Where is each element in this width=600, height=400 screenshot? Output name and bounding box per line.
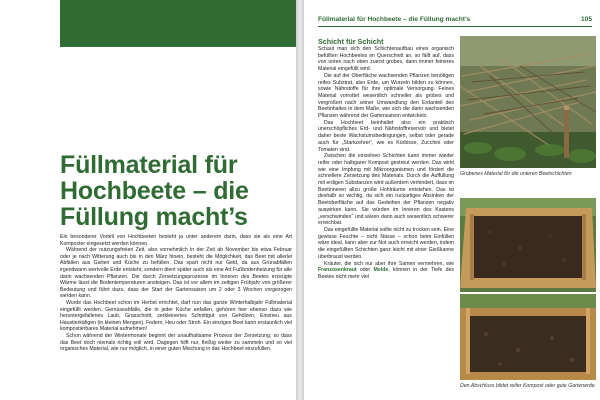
right-paragraph-4: Zwischen die einzelnen Schichten kann immer wieder reifer oder halbgarer Kompost gestreut werden. Das wirkt wie eine Impfung mit Mikroorganismen und fördert die schnellere Zersetzung des Materials. Durch die Auffüllung mit erdigen Substanzen wird außerdem verhindert, dass im Beetinneren allzu große Hohlräume entstehen. Das ist deshalb so wichtig, da sich ein ruckartiges Absinken der Beetoberfläche auf das Gedeihen der Pflanzen negativ auswirken kann. Sie würden im Inneren des Kastens „verschwinden“ und wären dann auch wesentlich schwerer erreichbar.: [318, 153, 454, 227]
chapter-title-line-2: Hochbeete – die: [60, 177, 249, 205]
chapter-title-line-1: Füllmaterial für: [60, 151, 238, 179]
book-gutter: [296, 0, 304, 400]
caption-coarse-material: Grobenes Material für die unteren Beetschichten: [460, 171, 572, 177]
left-paragraph-2: Während der nutzungsfreien Zeit, also vornehmlich in der Zeit ab November bis etwa Februar oder je nach Witterung auch bis in den März hinein, besteht die Möglichkeit, das Beet mit allerlei Abfällen aus Garten und Küche zu befüllen. Das spart nicht nur Geld, da aus Grünabfällen irgendwann wertvolle Erde entsteht, sondern dient später auch als eine Art Fußbodenheizung für alle darin wachsenden Pflanzen. Die durch Zersetzungsprozesse im Inneren des Beetes erzeugte Wärme lässt die Bodentemperaturen ansteigen. Das ist vor allem im zeitigen Frühjahr von größerer Bedeutung und führt dazu, dass der Start der Gartensaison um 2 oder 3 Wochen vorgezogen werden kann.: [60, 247, 292, 300]
paragraph-6-middle: oder: [356, 267, 374, 274]
left-paragraph-4: Schon während der Wintermonate beginnt der unaufhaltsame Prozess der Zersetzung, so dass das Beet doch niemals richtig voll wird. Dagegen hilft nur, fleißig weiter zu sammeln und so viel organisches Material, wie nur möglich, in einer guten Mischung in das Hochbeet einzufüllen.: [60, 332, 292, 353]
left-paragraph-3: Wurde das Hochbeet schon im Herbst errichtet, darf nun das ganze Winterhalbjahr Füllmaterial eingefüllt werden. Gemüseabfälle, die in jeder Küche anfallen, gehören hier ebenso dazu wie heruntergefallenes Laub, Grasschnitt, zerkleinertes Schnittgut von Gehölzen, Einstreu aus Haustierkäfigen (in kleinen Mengen), Federn, Heu oder Stroh. Ein einziges Beet kann erstaunlich viel kompostierbares Material aufnehmen!: [60, 299, 292, 333]
page-number: 105: [580, 16, 592, 23]
right-paragraph-1: Schaut man sich den Schichtenaufbau eines organisch befüllten Hochbeetes im Querschnitt an, so fällt auf, dass von unten nach oben zuerst grobes, dann immer feineres Material eingefüllt wird.: [318, 46, 454, 73]
header-rule: [318, 26, 592, 27]
right-paragraph-3: Das Hochbeet beinhaltet also ein praktisch unerschöpfliches Erd- und Nährstoffreservoir und bietet daher beste Wachstumsbedingungen, selbst oder gerade auch für „Starkzehrer“, wie es Kürbisse, Zucchini oder Tomaten sind.: [318, 119, 454, 153]
right-paragraph-6: [318, 261, 454, 281]
photo-coarse-material: [460, 36, 596, 168]
paragraph-6-start: Kräuter, die sich nur aber ihre Samen vermehren, wie: [324, 260, 454, 267]
photo-raised-bed-soil: [460, 198, 596, 292]
photo-compost-finish: [460, 294, 596, 380]
right-paragraph-5: Das eingefüllte Material sollte nicht zu trocken sein. Eine gewisse Feuchte – nicht Nässe – schon beim Einfüllen wäre ideal, kann aber zur Not auch erreicht werden, indem die eingefüllten Schichten ganz leicht mit einer Gießkanne überbraust werden.: [318, 226, 454, 260]
right-page: [304, 0, 600, 400]
section-heading: Schicht für Schicht: [318, 37, 384, 46]
green-color-band: [60, 0, 296, 47]
caption-compost-finish: Den Abschluss bildet reifer Kompost oder gute Gartenerde.: [460, 383, 596, 389]
left-page: [0, 0, 296, 400]
chapter-title: [60, 152, 296, 230]
left-body-text: [60, 234, 292, 396]
right-body-text: [318, 46, 454, 396]
running-title: Füllmaterial für Hochbeete – die Füllung macht’s: [318, 16, 471, 23]
plant-name-melde: Melde: [373, 267, 389, 274]
left-paragraph-1: Ein besonderer Vorteil von Hochbeeten besteht ja unter anderem darin, dass sie als eine Art Komposter eingesetzt werden können.: [60, 234, 292, 247]
right-paragraph-2: Die auf der Oberfläche wachsenden Pflanzen benötigen reifes Substrat, also Erde, um Wurzeln bilden zu können, sowie Nährstoffe für ihre optimale Versorgung. Feines Material vorrottet wesentlich schneller als grobes und vergrößert nach seiner Umwandlung den Erdanteil des Beetinhaltes in dem Maße, wie sich die darin wachsenden Pflanzen während der Gartensaison entwickeln.: [318, 72, 454, 120]
paragraph-6-end: , können in der Tiefe des Beetes nicht mehr viel: [318, 267, 454, 280]
plant-name-franzosenkraut: Franzosenkraut: [318, 267, 357, 274]
chapter-title-line-3: Füllung macht’s: [60, 203, 248, 231]
